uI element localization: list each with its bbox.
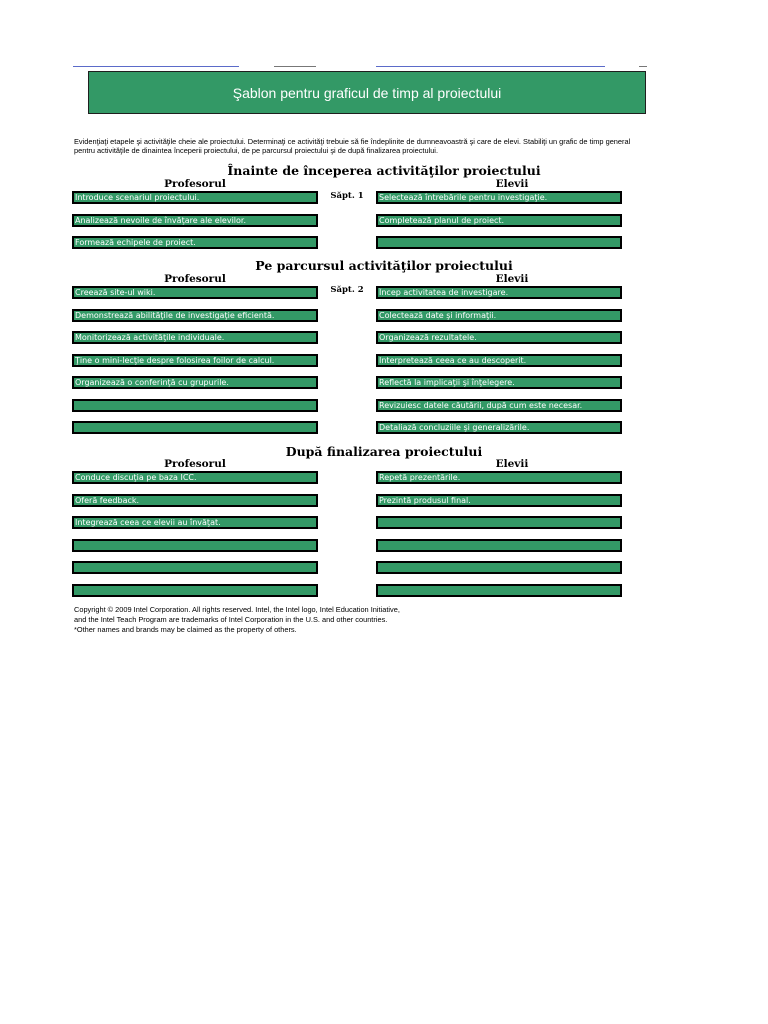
during-students-field-7[interactable]: Detaliază concluziile şi generalizările. <box>376 421 622 434</box>
during-students-field-5[interactable]: Reflectă la implicaţii şi înţelegere. <box>376 376 622 389</box>
teacher-heading-during: Profesorul <box>164 273 226 285</box>
after-teacher-field-6[interactable] <box>72 584 318 597</box>
before-teacher-field-3[interactable]: Formează echipele de proiect. <box>72 236 318 249</box>
after-teacher-field-1[interactable]: Conduce discuţia pe baza ICC. <box>72 471 318 484</box>
before-students-field-2[interactable]: Completează planul de proiect. <box>376 214 622 227</box>
after-students-field-6[interactable] <box>376 584 622 597</box>
before-teacher-field-1[interactable]: Introduce scenariul proiectului. <box>72 191 318 204</box>
during-teacher-field-7[interactable] <box>72 421 318 434</box>
section-title-before: Înainte de începerea activităţilor proiectului <box>227 163 541 178</box>
teacher-heading-before: Profesorul <box>164 178 226 190</box>
after-students-field-2[interactable]: Prezintă produsul final. <box>376 494 622 507</box>
copyright-line-2: and the Intel Teach Program are trademarks of Intel Corporation in the U.S. and other countries. <box>74 615 388 624</box>
section-title-during: Pe parcursul activităţilor proiectului <box>255 258 513 273</box>
teacher-heading-after: Profesorul <box>164 458 226 470</box>
during-teacher-field-2[interactable]: Demonstrează abilităţile de investigaţie eficientă. <box>72 309 318 322</box>
page-title: Şablon pentru graficul de timp al proiectului <box>232 84 502 101</box>
copyright-line-1: Copyright © 2009 Intel Corporation. All rights reserved. Intel, the Intel logo, Intel Education Initiative, <box>74 605 400 614</box>
after-students-field-4[interactable] <box>376 539 622 552</box>
copyright-notice <box>74 605 634 635</box>
after-teacher-field-2[interactable]: Oferă feedback. <box>72 494 318 507</box>
students-heading-before: Elevii <box>495 178 529 190</box>
after-teacher-field-3[interactable]: Integrează ceea ce elevii au învăţat. <box>72 516 318 529</box>
during-students-field-1[interactable]: Încep activitatea de investigare. <box>376 286 622 299</box>
during-teacher-field-3[interactable]: Monitorizează activităţile individuale. <box>72 331 318 344</box>
during-teacher-field-5[interactable]: Organizează o conferinţă cu grupurile. <box>72 376 318 389</box>
before-teacher-field-2[interactable]: Analizează nevoile de învăţare ale elevilor. <box>72 214 318 227</box>
during-teacher-field-6[interactable] <box>72 399 318 412</box>
after-students-field-5[interactable] <box>376 561 622 574</box>
during-teacher-field-1[interactable]: Creează site-ul wiki. <box>72 286 318 299</box>
before-students-field-3[interactable] <box>376 236 622 249</box>
after-teacher-field-4[interactable] <box>72 539 318 552</box>
during-students-field-2[interactable]: Colectează date şi informaţii. <box>376 309 622 322</box>
after-students-field-3[interactable] <box>376 516 622 529</box>
students-heading-during: Elevii <box>495 273 529 285</box>
top-line-end <box>639 66 647 67</box>
during-teacher-field-4[interactable]: Ţine o mini-lecţie despre folosirea foilor de calcul. <box>72 354 318 367</box>
section-title-after: După finalizarea proiectului <box>285 444 483 459</box>
after-students-field-1[interactable]: Repetă prezentările. <box>376 471 622 484</box>
page-title-box <box>88 71 646 114</box>
top-line-mid <box>274 66 316 67</box>
week-label-1: Săpt. 1 <box>330 191 364 201</box>
during-students-field-6[interactable]: Revizuiesc datele căutării, după cum este necesar. <box>376 399 622 412</box>
intro-text: Evidenţiaţi etapele şi activităţile cheie ale proiectului. Determinaţi ce activităţi trebuie să fie îndeplinite de dumneavoastră şi care de elevi. Stabiliţi un grafic de timp general pentru activităţile de dinaintea începerii proiectului, de pe parcursul proiectului şi de după finalizarea proiectului. <box>74 137 631 155</box>
before-students-field-1[interactable]: Selectează întrebările pentru investigaţie. <box>376 191 622 204</box>
copyright-line-3: *Other names and brands may be claimed as the property of others. <box>74 625 297 634</box>
top-line-right <box>376 66 605 67</box>
week-label-2: Săpt. 2 <box>330 285 364 295</box>
during-students-field-4[interactable]: Interpretează ceea ce au descoperit. <box>376 354 622 367</box>
after-teacher-field-5[interactable] <box>72 561 318 574</box>
students-heading-after: Elevii <box>495 458 529 470</box>
during-students-field-3[interactable]: Organizează rezultatele. <box>376 331 622 344</box>
top-line-left <box>73 66 239 67</box>
